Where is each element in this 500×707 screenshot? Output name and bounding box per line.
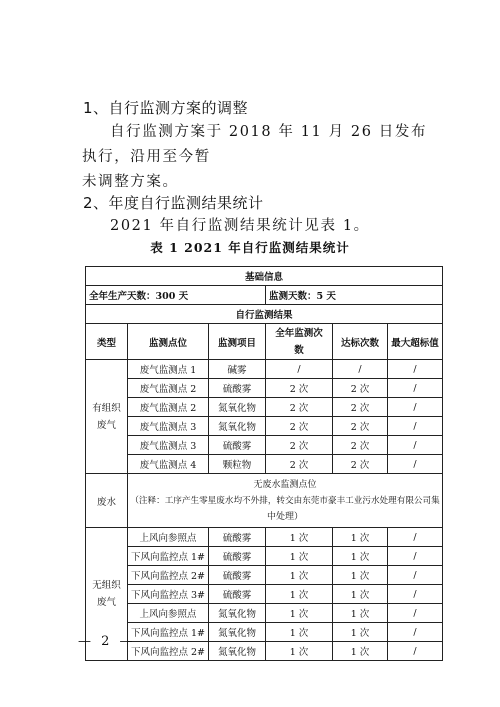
cell-compliant: 1 次 <box>333 642 388 661</box>
wastewater-note-line-2: （注释：工序产生零星废水均不外排，转交由东莞市豪丰工业污水处理有限公司集 <box>130 495 440 506</box>
cell-item: 硫酸雾 <box>209 528 266 547</box>
cell-compliant: 1 次 <box>333 547 388 566</box>
cell-item: 氮氧化物 <box>209 417 266 436</box>
cell-max: / <box>388 417 443 436</box>
cell-count: 1 次 <box>266 604 333 623</box>
monitoring-results-table <box>85 266 443 661</box>
cell-count: 1 次 <box>266 566 333 585</box>
cell-item: 氮氧化物 <box>209 623 266 642</box>
cell-point: 废气监测点 3 <box>128 417 209 436</box>
cell-compliant: 1 次 <box>333 604 388 623</box>
cell-max: / <box>388 547 443 566</box>
table-row <box>86 623 443 642</box>
wastewater-row <box>86 474 443 528</box>
header-annual-count <box>266 324 333 360</box>
cell-point: 下风向监控点 1# <box>128 623 209 642</box>
cell-count: 1 次 <box>266 528 333 547</box>
cell-point: 废气监测点 2 <box>128 398 209 417</box>
cell-max: / <box>388 642 443 661</box>
cell-count: 2 次 <box>266 455 333 474</box>
page-number: — 2 — <box>78 634 136 649</box>
wastewater-note-line-1: 无废水监测点位 <box>253 479 317 490</box>
cell-count: 2 次 <box>266 417 333 436</box>
cell-compliant: 2 次 <box>333 398 388 417</box>
cell-point: 上风向参照点 <box>128 528 209 547</box>
type-organized-line-1: 有组织 <box>92 402 121 414</box>
cell-point: 下风向监控点 3# <box>128 585 209 604</box>
cell-compliant: 2 次 <box>333 379 388 398</box>
cell-count: 1 次 <box>266 585 333 604</box>
table-row <box>86 455 443 474</box>
basic-info-header: 基础信息 <box>86 267 443 286</box>
section-1-para-line-2: 未调整方案。 <box>82 174 179 190</box>
cell-max: / <box>388 455 443 474</box>
table-row <box>86 585 443 604</box>
table-row <box>86 566 443 585</box>
wastewater-note <box>128 474 443 528</box>
cell-point: 下风向监控点 2# <box>128 642 209 661</box>
type-organized-line-2: 废气 <box>96 419 116 431</box>
cell-item: 硫酸雾 <box>209 585 266 604</box>
header-compliant: 达标次数 <box>333 324 388 360</box>
cell-point: 废气监测点 4 <box>128 455 209 474</box>
wastewater-note-line-3: 中处理） <box>267 511 304 522</box>
cell-item: 颗粒物 <box>209 455 266 474</box>
header-point: 监测点位 <box>128 324 209 360</box>
table-row <box>86 379 443 398</box>
table-row <box>86 528 443 547</box>
cell-item: 氮氧化物 <box>209 604 266 623</box>
cell-count: 1 次 <box>266 642 333 661</box>
cell-point: 上风向参照点 <box>128 604 209 623</box>
cell-max: / <box>388 379 443 398</box>
cell-max: / <box>388 436 443 455</box>
header-annual-count-line-1: 全年监测次 <box>275 327 323 339</box>
header-annual-count-line-2: 数 <box>294 344 304 356</box>
cell-count: 1 次 <box>266 623 333 642</box>
section-1-paragraph <box>82 120 442 195</box>
cell-point: 废气监测点 1 <box>128 360 209 379</box>
cell-compliant: 1 次 <box>333 566 388 585</box>
cell-count: 1 次 <box>266 547 333 566</box>
cell-max: / <box>388 528 443 547</box>
cell-max: / <box>388 398 443 417</box>
header-type: 类型 <box>86 324 128 360</box>
section-2-paragraph: 2021 年自行监测结果统计见表 1。 <box>110 218 370 234</box>
annual-production-days: 全年生产天数：300 天 <box>86 286 266 305</box>
table-row <box>86 417 443 436</box>
header-item: 监测项目 <box>209 324 266 360</box>
cell-point: 下风向监控点 1# <box>128 547 209 566</box>
type-unorganized-line-2: 废气 <box>96 597 116 608</box>
cell-point: 下风向监控点 2# <box>128 566 209 585</box>
section-2-heading: 2、年度自行监测结果统计 <box>83 194 264 212</box>
cell-item: 硫酸雾 <box>209 547 266 566</box>
table-row <box>86 642 443 661</box>
cell-item: 氮氧化物 <box>209 398 266 417</box>
type-wastewater: 废水 <box>86 474 128 528</box>
cell-compliant: 2 次 <box>333 436 388 455</box>
cell-compliant: / <box>333 360 388 379</box>
cell-item: 硫酸雾 <box>209 566 266 585</box>
cell-max: / <box>388 585 443 604</box>
table-row <box>86 398 443 417</box>
monitoring-days: 监测天数：5 天 <box>266 286 443 305</box>
cell-max: / <box>388 623 443 642</box>
table-row <box>86 436 443 455</box>
cell-item: 硫酸雾 <box>209 379 266 398</box>
section-1-heading: 1、自行监测方案的调整 <box>83 99 249 117</box>
table-row <box>86 604 443 623</box>
cell-max: / <box>388 360 443 379</box>
cell-count: 2 次 <box>266 436 333 455</box>
cell-compliant: 1 次 <box>333 585 388 604</box>
cell-max: / <box>388 604 443 623</box>
type-organized-gas <box>86 360 128 474</box>
cell-compliant: 2 次 <box>333 455 388 474</box>
cell-compliant: 1 次 <box>333 528 388 547</box>
header-max-exceed: 最大超标值 <box>388 324 443 360</box>
cell-max: / <box>388 566 443 585</box>
table-caption: 表 1 2021 年自行监测结果统计 <box>150 240 350 255</box>
cell-point: 废气监测点 3 <box>128 436 209 455</box>
cell-item: 硫酸雾 <box>209 436 266 455</box>
section-1-para-line-1: 自行监测方案于 2018 年 11 月 26 日发布执行，沿用至今暂 <box>82 124 428 165</box>
cell-count: 2 次 <box>266 379 333 398</box>
cell-item: 碱雾 <box>209 360 266 379</box>
cell-item: 氮氧化物 <box>209 642 266 661</box>
cell-compliant: 2 次 <box>333 417 388 436</box>
cell-point: 废气监测点 2 <box>128 379 209 398</box>
cell-count: / <box>266 360 333 379</box>
cell-compliant: 1 次 <box>333 623 388 642</box>
cell-count: 2 次 <box>266 398 333 417</box>
table-row <box>86 547 443 566</box>
table-row <box>86 360 443 379</box>
type-unorganized-line-1: 无组织 <box>92 580 121 591</box>
results-header: 自行监测结果 <box>86 305 443 324</box>
